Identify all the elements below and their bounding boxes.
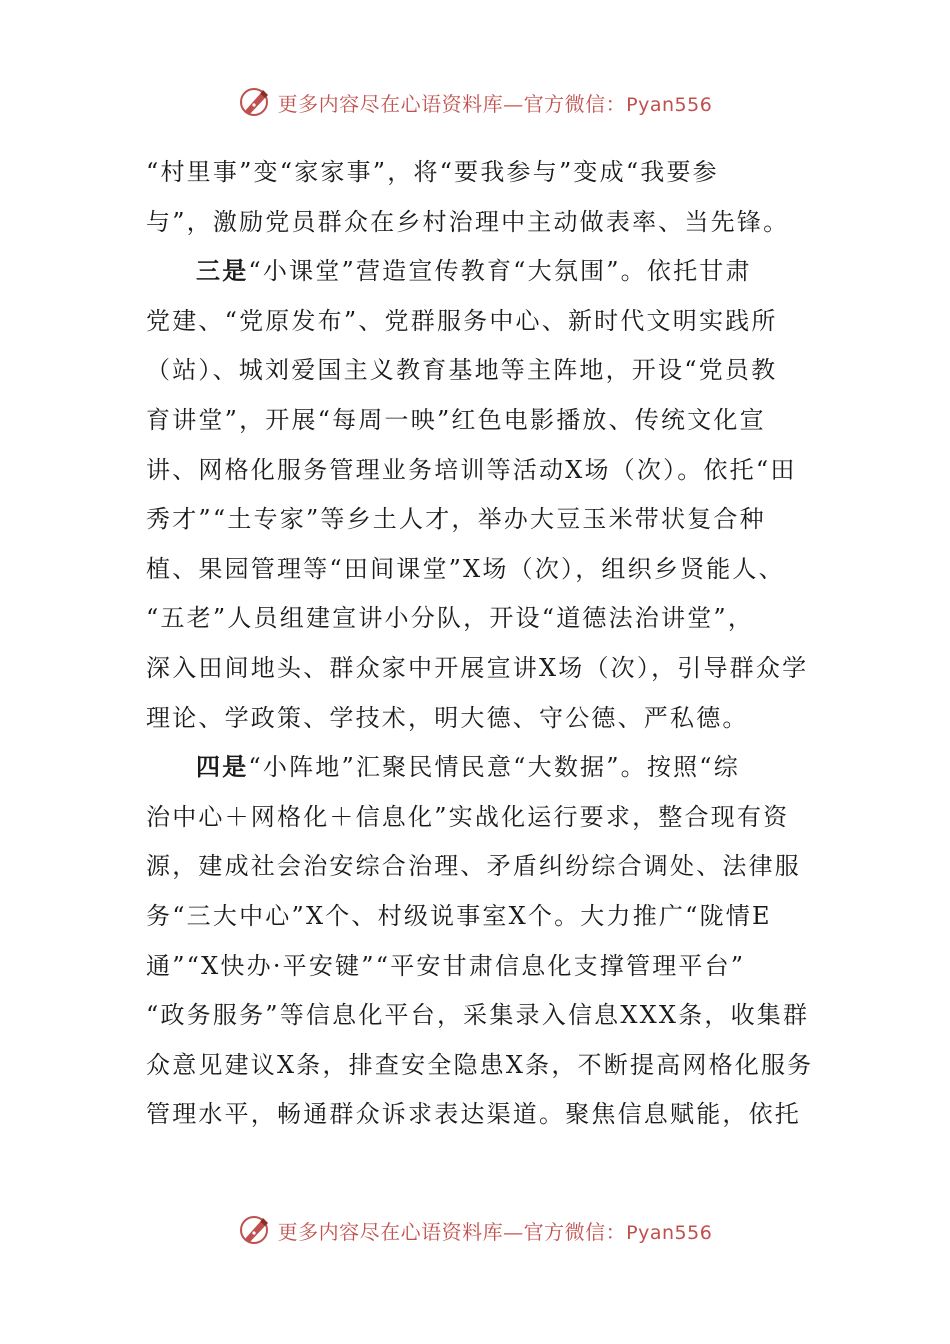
body-line: 理论、学政策、学技术，明大德、守公德、严私德。: [146, 703, 749, 732]
body-line: （站）、城刘爱国主义教育基地等主阵地，开设“党员教: [146, 356, 778, 385]
body-line: 党建、“党原发布”、党群服务中心、新时代文明实践所: [146, 306, 778, 335]
body-line: 通”“X快办·平安键”“平安甘肃信息化支撑管理平台”: [146, 951, 746, 980]
paragraph-3-first-line: [146, 247, 808, 297]
footer-site-text: 更多内容尽在心语资料库: [277, 1219, 504, 1244]
footer-text: [278, 1216, 713, 1245]
document-body: [146, 148, 814, 1140]
pen-nib-logo-icon: [238, 1213, 272, 1247]
header-wechat-id: Pyan556: [626, 93, 713, 116]
body-line: 治中心＋网格化＋信息化”实战化运行要求，整合现有资: [146, 802, 790, 831]
paragraph-4-first-line: [146, 743, 808, 793]
body-line: 源，建成社会治安综合治理、矛盾纠纷综合调处、法律服: [146, 852, 801, 881]
pen-nib-logo-icon: [238, 85, 272, 119]
header-text: [278, 88, 713, 117]
paragraph-4-first-text: “小阵地”汇聚民情民意“大数据”。按照“综: [248, 753, 740, 782]
header-wechat-label: 官方微信：: [523, 91, 627, 116]
body-line: “五老”人员组建宣讲小分队，开设“道德法治讲堂”，: [146, 604, 755, 633]
body-line: 秀才”“土专家”等乡土人才，举办大豆玉米带状复合种: [146, 505, 766, 534]
paragraph-4-lead: 四是: [196, 753, 249, 782]
body-line: 管理水平，畅通群众诉求表达渠道。聚焦信息赋能，依托: [146, 1100, 801, 1129]
body-line: “政务服务”等信息化平台，采集录入信息XXX条，收集群: [146, 1001, 810, 1030]
footer-banner: [0, 1210, 950, 1250]
body-line: 植、果园管理等“田间课堂”X场（次），组织乡贤能人、: [146, 554, 785, 583]
footer-dash: —: [503, 1219, 524, 1244]
header-dash: —: [503, 91, 524, 116]
body-line: “村里事”变“家家事”，将“要我参与”变成“我要参: [146, 158, 719, 186]
body-line: 讲、网格化服务管理业务培训等活动X场（次）。依托“田: [146, 455, 797, 484]
footer-wechat-label: 官方微信：: [523, 1219, 627, 1244]
footer-wechat-id: Pyan556: [626, 1221, 713, 1244]
body-line: 深入田间地头、群众家中开展宣讲X场（次），引导群众学: [146, 653, 809, 682]
body-line: 育讲堂”，开展“每周一映”红色电影播放、传统文化宣: [146, 405, 766, 434]
body-line: 务“三大中心”X个、村级说事室X个。大力推广“陇情E: [146, 901, 772, 930]
header-site-text: 更多内容尽在心语资料库: [277, 91, 504, 116]
paragraph-3-first-text: “小课堂”营造宣传教育“大氛围”。依托甘肃: [248, 257, 752, 286]
paragraph-3-lead: 三是: [196, 257, 249, 286]
header-banner: [0, 82, 950, 122]
body-line: 众意见建议X条，排查安全隐患X条，不断提高网格化服务: [146, 1050, 814, 1079]
body-line: 与”，激励党员群众在乡村治理中主动做表率、当先锋。: [146, 207, 790, 236]
